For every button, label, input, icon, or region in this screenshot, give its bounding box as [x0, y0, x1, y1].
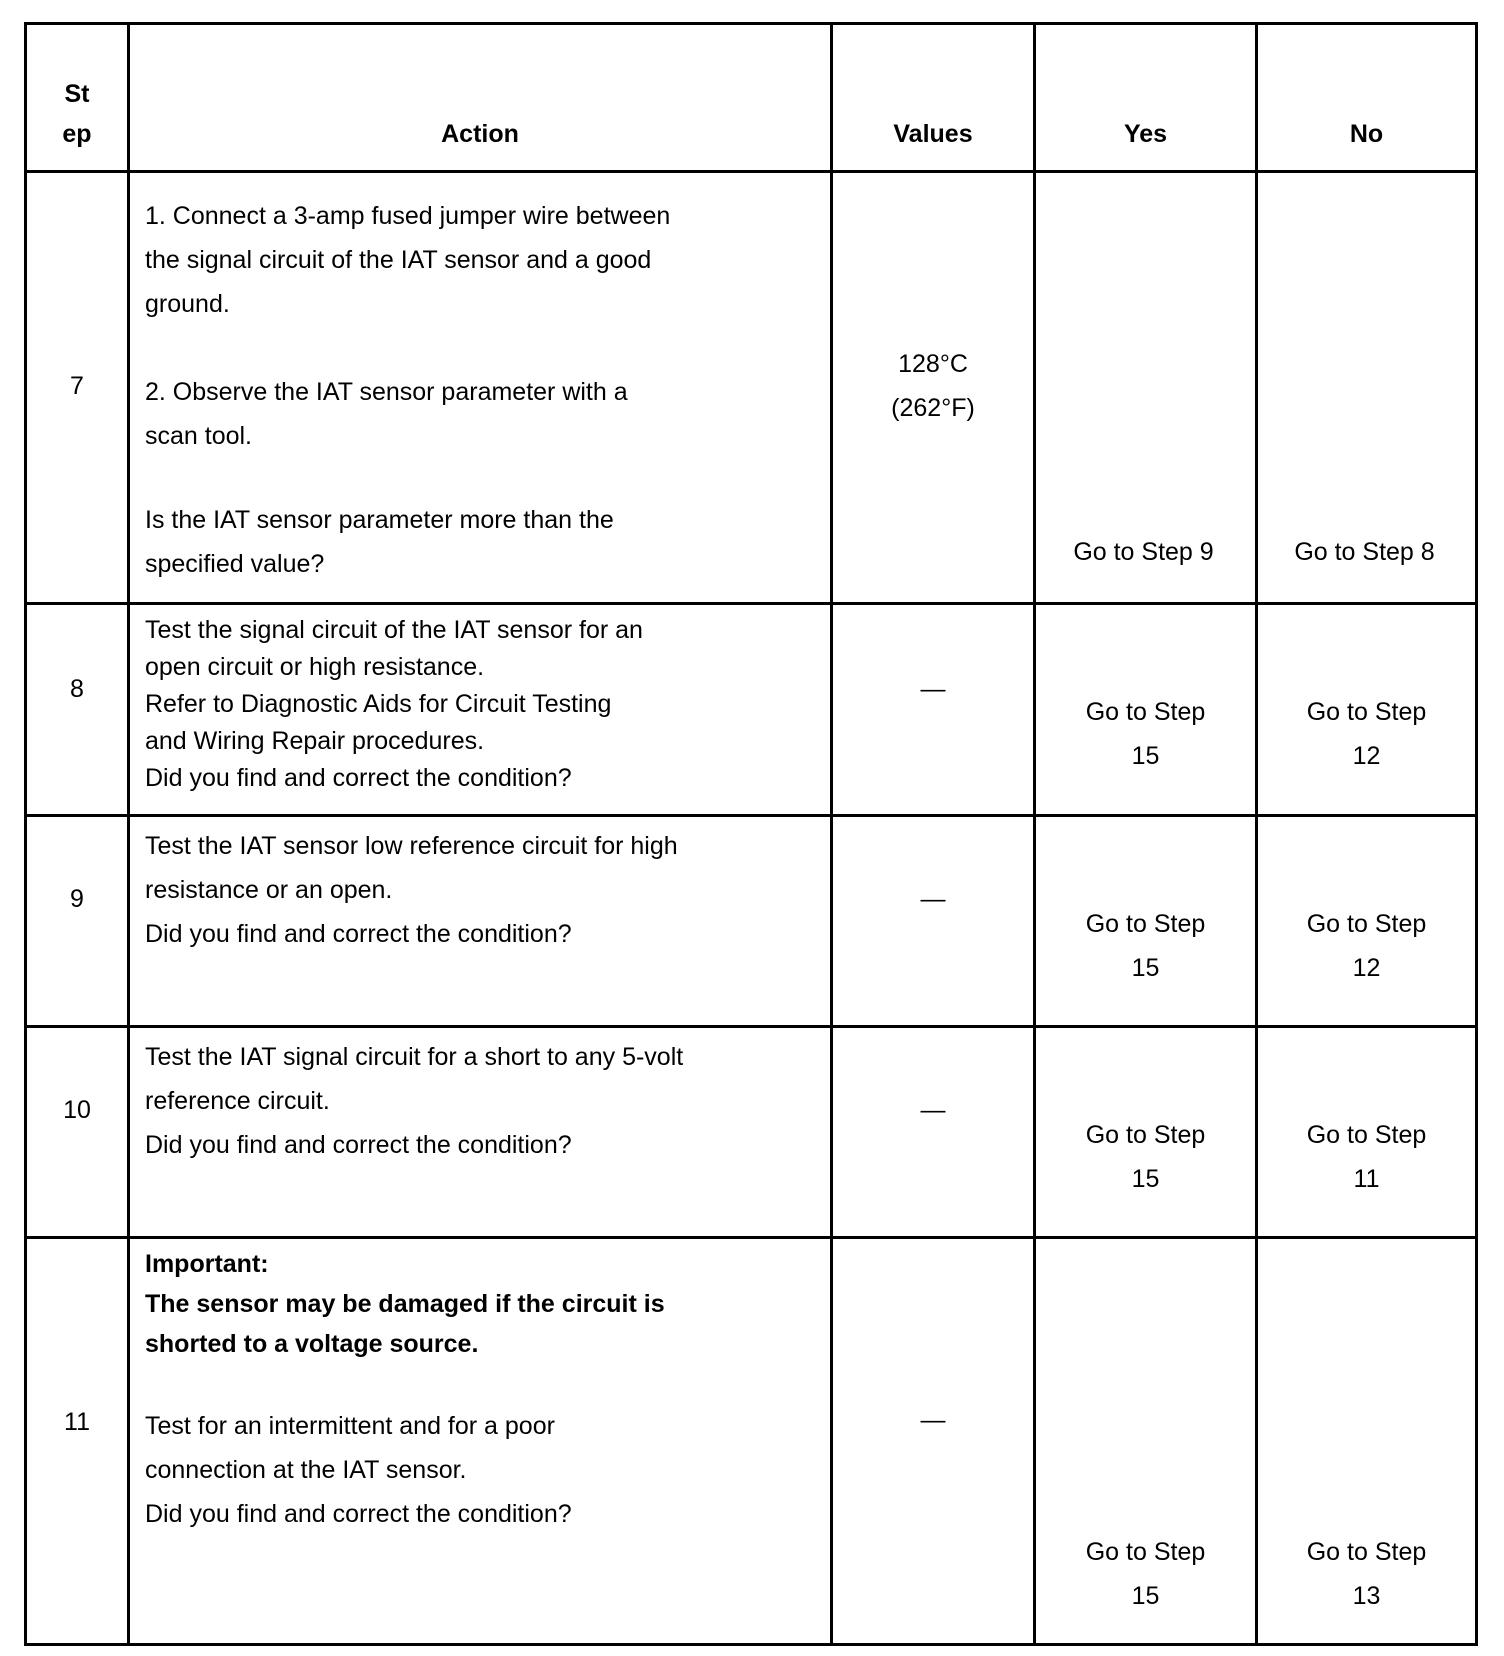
table-border-right	[1475, 22, 1478, 1646]
header-no: No	[1349, 120, 1384, 148]
action-line: Test the IAT sensor low reference circuit for high	[145, 832, 678, 860]
no-line: 13	[1352, 1582, 1381, 1610]
row-divider	[24, 814, 1478, 817]
action-line: resistance or an open.	[145, 876, 393, 904]
header-step-line: St	[64, 80, 90, 108]
yes-cell	[1036, 690, 1255, 778]
yes-line: Go to Step 9	[1073, 538, 1214, 566]
step-number: 11	[64, 1408, 90, 1436]
action-cell	[145, 824, 825, 956]
header-values: Values	[893, 120, 973, 148]
action-line: 1. Connect a 3-amp fused jumper wire between	[145, 202, 671, 230]
value-line: 128°C	[898, 350, 968, 378]
action-line: Did you find and correct the condition?	[145, 920, 572, 948]
spacer	[145, 458, 825, 498]
action-line: ground.	[145, 290, 230, 318]
yes-line: 15	[1131, 1582, 1160, 1610]
yes-line: 15	[1131, 1165, 1160, 1193]
yes-line: Go to Step	[1085, 1538, 1206, 1566]
column-divider	[1255, 22, 1258, 1646]
yes-line: 15	[1131, 954, 1160, 982]
spacer	[145, 1364, 825, 1404]
no-line: 11	[1353, 1165, 1380, 1193]
header-step-line: ep	[62, 120, 92, 148]
action-line: Test the IAT signal circuit for a short to any 5-volt	[145, 1043, 684, 1071]
important-line: Important:	[145, 1250, 269, 1278]
no-cell	[1258, 530, 1471, 574]
action-line: Did you find and correct the condition?	[145, 764, 572, 792]
header-step	[27, 74, 127, 154]
action-line: open circuit or high resistance.	[145, 653, 485, 681]
important-line: The sensor may be damaged if the circuit is	[145, 1290, 665, 1318]
step-number: 10	[63, 1096, 91, 1124]
yes-cell	[1036, 530, 1251, 574]
action-line: Did you find and correct the condition?	[145, 1131, 572, 1159]
row-divider	[24, 1025, 1478, 1028]
no-line: 12	[1352, 954, 1381, 982]
values-cell: —	[920, 1096, 946, 1124]
action-cell	[145, 1244, 825, 1536]
no-line: Go to Step	[1306, 910, 1427, 938]
values-cell	[833, 342, 1033, 430]
yes-line: 15	[1131, 742, 1160, 770]
important-line: shorted to a voltage source.	[145, 1330, 479, 1358]
yes-line: Go to Step	[1085, 910, 1206, 938]
action-line: Refer to Diagnostic Aids for Circuit Testing	[145, 690, 612, 718]
table-border-top	[24, 22, 1478, 25]
step-number: 7	[70, 372, 84, 400]
action-line: scan tool.	[145, 422, 253, 450]
action-line: connection at the IAT sensor.	[145, 1456, 467, 1484]
no-line: 12	[1352, 742, 1381, 770]
row-divider	[24, 170, 1478, 173]
header-action: Action	[441, 120, 519, 148]
no-line: Go to Step	[1306, 1538, 1427, 1566]
no-cell	[1258, 902, 1475, 990]
action-line: Is the IAT sensor parameter more than the	[145, 506, 614, 534]
no-line: Go to Step	[1306, 1121, 1427, 1149]
action-line: Test for an intermittent and for a poor	[145, 1412, 555, 1440]
diagnostic-table	[24, 22, 1478, 1646]
values-cell: —	[920, 1406, 946, 1434]
values-cell: —	[920, 675, 946, 703]
action-line: Did you find and correct the condition?	[145, 1500, 572, 1528]
step-number: 8	[70, 675, 84, 703]
values-cell: —	[920, 885, 946, 913]
no-line: Go to Step	[1306, 698, 1427, 726]
action-line: the signal circuit of the IAT sensor and a good	[145, 246, 652, 274]
important-note	[145, 1244, 825, 1364]
action-line: reference circuit.	[145, 1087, 330, 1115]
column-divider	[1033, 22, 1036, 1646]
header-yes: Yes	[1123, 120, 1168, 148]
no-line: Go to Step 8	[1294, 538, 1435, 566]
yes-line: Go to Step	[1085, 1121, 1206, 1149]
action-line: Test the signal circuit of the IAT sensor for an	[145, 616, 643, 644]
no-cell	[1258, 1530, 1475, 1618]
column-divider	[127, 22, 130, 1646]
spacer	[145, 326, 825, 370]
action-line: 2. Observe the IAT sensor parameter with a	[145, 378, 628, 406]
row-divider	[24, 1236, 1478, 1239]
yes-cell	[1036, 1113, 1255, 1201]
no-cell	[1258, 690, 1475, 778]
yes-cell	[1036, 902, 1255, 990]
table-border-bottom	[24, 1643, 1478, 1646]
action-line: and Wiring Repair procedures.	[145, 727, 485, 755]
action-line: specified value?	[145, 550, 325, 578]
action-cell	[145, 194, 825, 586]
yes-line: Go to Step	[1085, 698, 1206, 726]
yes-cell	[1036, 1530, 1255, 1618]
action-cell	[145, 612, 825, 797]
action-cell	[145, 1035, 825, 1167]
no-cell	[1258, 1113, 1475, 1201]
row-divider	[24, 602, 1478, 605]
step-number: 9	[70, 885, 84, 913]
value-line: (262°F)	[891, 394, 975, 422]
